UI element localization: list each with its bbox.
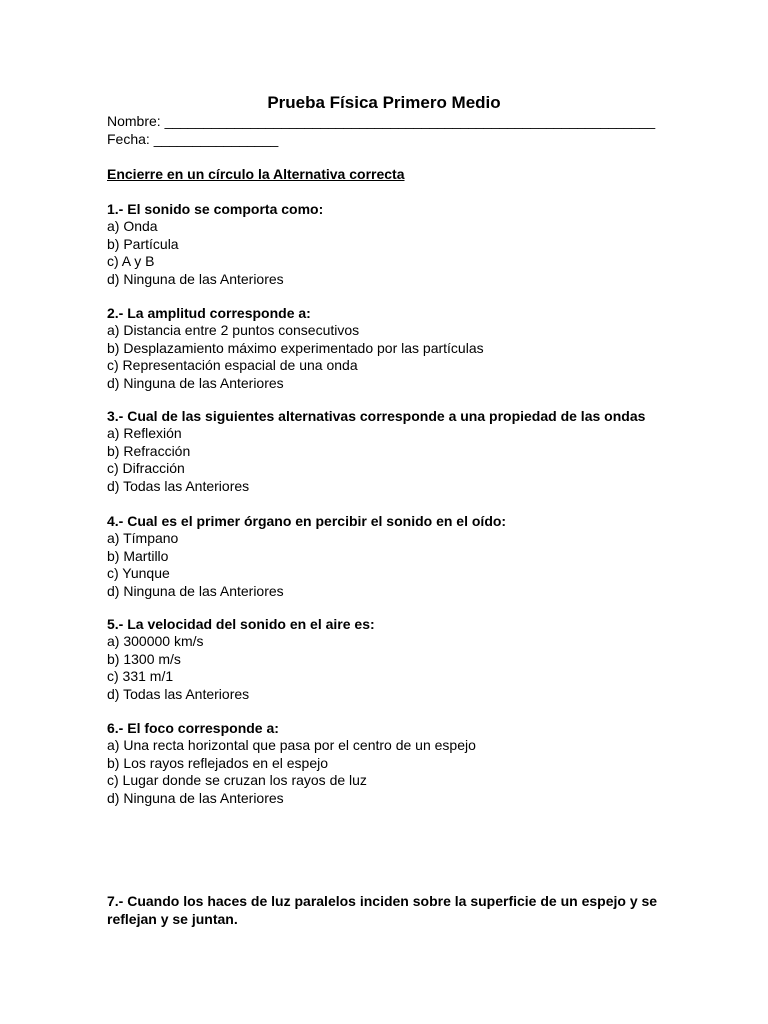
- option-a: a) Una recta horizontal que pasa por el centro de un espejo: [107, 737, 476, 753]
- option-list: [107, 322, 667, 392]
- option-list: [107, 633, 667, 703]
- option-b: b) 1300 m/s: [107, 650, 181, 667]
- option-d: d) Ninguna de las Anteriores: [107, 582, 284, 599]
- option-list: [107, 218, 667, 288]
- question-text: 4.- Cual es el primer órgano en percibir el sonido en el oído:: [107, 513, 507, 529]
- option-a: a) 300000 km/s: [107, 633, 204, 649]
- question-text: 6.- El foco corresponde a:: [107, 720, 279, 736]
- question-4: [107, 512, 667, 600]
- question-text: 5.- La velocidad del sonido en el aire es:: [107, 616, 375, 632]
- option-b: b) Partícula: [107, 235, 179, 252]
- option-d: d) Ninguna de las Anteriores: [107, 374, 284, 391]
- instruction-text: Encierre en un círculo la Alternativa correcta: [107, 166, 405, 182]
- option-a: a) Onda: [107, 218, 158, 234]
- question-7: [107, 892, 667, 928]
- fecha-field: [107, 131, 278, 148]
- question-2: [107, 304, 667, 392]
- fecha-blank: ________________: [153, 131, 279, 147]
- option-b: b) Refracción: [107, 442, 191, 459]
- question-text: 2.- La amplitud corresponde a:: [107, 305, 311, 321]
- question-text: 1.- El sonido se comporta como:: [107, 201, 324, 217]
- option-d: d) Todas las Anteriores: [107, 685, 250, 702]
- nombre-blank: _______________________________________________________________: [164, 113, 656, 129]
- page-title: Prueba Física Primero Medio: [267, 93, 501, 112]
- option-list: [107, 737, 667, 807]
- option-b: b) Los rayos reflejados en el espejo: [107, 754, 329, 771]
- option-c: c) A y B: [107, 253, 155, 269]
- question-3: [107, 407, 667, 495]
- question-6: [107, 719, 667, 807]
- option-list: [107, 425, 667, 495]
- option-list: [107, 530, 667, 600]
- option-b: b) Desplazamiento máximo experimentado por las partículas: [107, 339, 484, 356]
- nombre-label: Nombre:: [107, 113, 161, 129]
- fecha-label: Fecha:: [107, 131, 150, 147]
- option-b: b) Martillo: [107, 547, 169, 564]
- option-a: a) Reflexión: [107, 425, 182, 441]
- question-text: 3.- Cual de las siguientes alternativas corresponde a una propiedad de las ondas: [107, 408, 646, 424]
- nombre-field: [107, 113, 655, 130]
- option-c: c) Difracción: [107, 460, 185, 476]
- option-a: a) Tímpano: [107, 530, 179, 546]
- option-d: d) Ninguna de las Anteriores: [107, 789, 284, 806]
- question-text: 7.- Cuando los haces de luz paralelos inciden sobre la superficie de un espejo y se reflejan y se juntan.: [107, 893, 658, 927]
- option-c: c) 331 m/1: [107, 668, 174, 684]
- option-c: c) Lugar donde se cruzan los rayos de luz: [107, 772, 367, 788]
- option-a: a) Distancia entre 2 puntos consecutivos: [107, 322, 360, 338]
- option-d: d) Ninguna de las Anteriores: [107, 270, 284, 287]
- option-c: c) Representación espacial de una onda: [107, 357, 358, 373]
- option-c: c) Yunque: [107, 565, 170, 581]
- option-d: d) Todas las Anteriores: [107, 477, 250, 494]
- question-5: [107, 615, 667, 703]
- question-1: [107, 200, 667, 288]
